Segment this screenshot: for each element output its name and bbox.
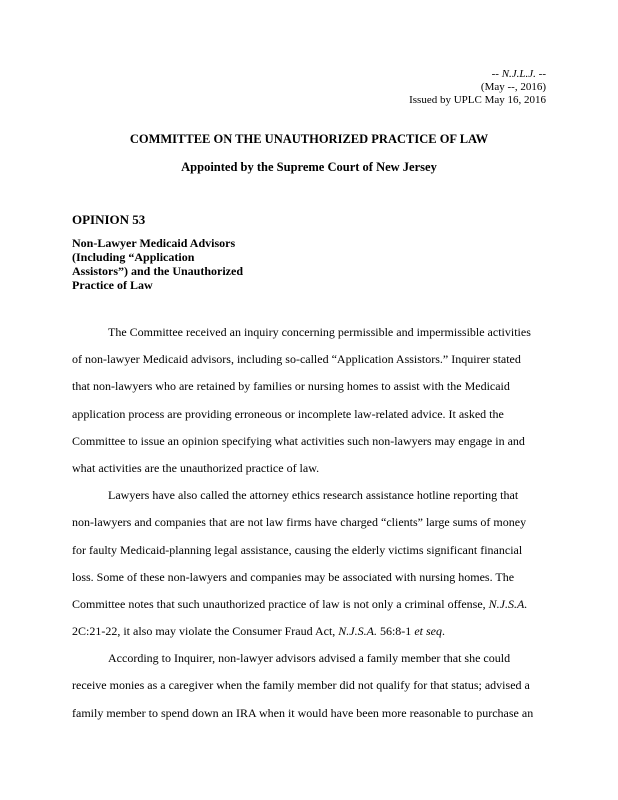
body-line: receive monies as a caregiver when the family member did not qualify for that status; advised a (72, 678, 530, 693)
body-text: Committee notes that such unauthorized practice of law is not only a criminal offense, (72, 596, 489, 611)
body-text: 2C:21-22, it also may violate the Consumer Fraud Act, (72, 624, 339, 639)
subject-line: (Including “Application (72, 250, 195, 264)
issued-line: Issued by UPLC May 16, 2016 (409, 94, 546, 106)
body-line: what activities are the unauthorized practice of law. (72, 460, 320, 475)
journal-line: -- N.J.L.J. -- (491, 68, 546, 80)
document-subtitle: Appointed by the Supreme Court of New Jersey (181, 160, 437, 174)
opinion-subject (72, 236, 243, 292)
body-line: The Committee received an inquiry concerning permissible and impermissible activities (108, 325, 531, 339)
body-text: 56:8-1 (376, 624, 415, 639)
body-line: application process are providing erroneous or incomplete law-related advice. It asked the (72, 406, 504, 421)
statute-citation: N.J.S.A. (488, 596, 528, 611)
body-line (72, 618, 552, 645)
body-line (72, 591, 552, 618)
opinion-number: OPINION 53 (72, 212, 146, 227)
body-line: family member to spend down an IRA when it would have been more reasonable to purchase an (72, 705, 534, 720)
subject-line: Practice of Law (72, 278, 153, 292)
citation-suffix: et seq (414, 624, 442, 639)
body-line: loss. Some of these non-lawyers and companies may be associated with nursing homes. The (72, 569, 515, 584)
document-title: COMMITTEE ON THE UNAUTHORIZED PRACTICE OF LAW (129, 132, 489, 146)
body-line: According to Inquirer, non-lawyer advisors advised a family member that she could (108, 651, 511, 666)
opinion-body (72, 319, 552, 727)
body-line: non-lawyers and companies that are not law firms have charged “clients” large sums of money (72, 515, 527, 530)
statute-citation: N.J.S.A. (338, 624, 377, 639)
subject-line: Assistors”) and the Unauthorized (72, 264, 244, 278)
subject-line: Non-Lawyer Medicaid Advisors (72, 236, 236, 250)
date-line: (May --, 2016) (480, 81, 546, 93)
body-line: of non-lawyer Medicaid advisors, including so-called “Application Assistors.” Inquirer stated (72, 352, 521, 367)
body-text: . (441, 624, 445, 639)
body-line: that non-lawyers who are retained by families or nursing homes to assist with the Medicaid (72, 379, 510, 394)
body-line: Committee to issue an opinion specifying what activities such non-lawyers may engage in and (72, 433, 525, 448)
body-line: Lawyers have also called the attorney ethics research assistance hotline reporting that (108, 488, 519, 503)
publication-header (409, 68, 546, 107)
body-line: for faulty Medicaid-planning legal assistance, causing the elderly victims significant financial (72, 542, 523, 557)
